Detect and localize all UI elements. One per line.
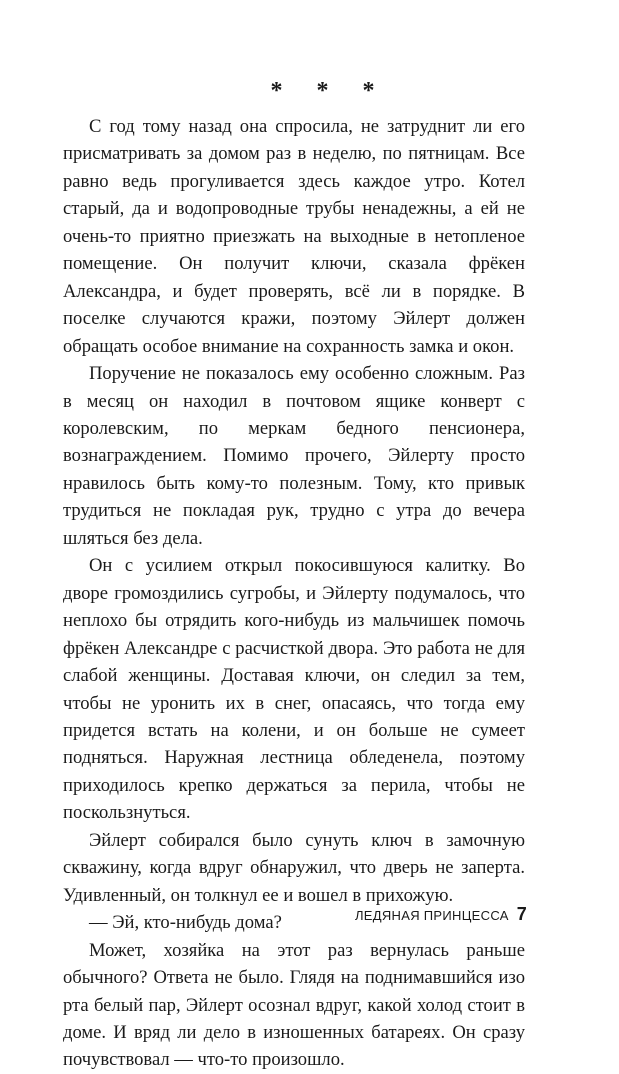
section-break-ornament: * * * xyxy=(270,78,389,104)
paragraph: Эйлерт собирался было сунуть ключ в замочную скважину, когда вдруг обнаружил, что дверь не заперта. Удивленный, он толкнул ее и вошел в прихожую. xyxy=(63,829,525,906)
running-title: ЛЕДЯНАЯ ПРИНЦЕССА xyxy=(354,908,509,923)
paragraph: Поручение не показалось ему особенно сложным. Раз в месяц он находил в почтовом ящике конверт с королевским, по меркам бедного пенсионера, вознаграждением. Помимо прочего, Эйлерту просто нравилось быть кому-то полезным. Тому, кто привык трудиться не покладая рук, трудно с утра до вечера шляться без дела. xyxy=(63,363,525,549)
paragraph: Он с усилием открыл покосившуюся калитку. Во дворе громоздились сугробы, и Эйлерту подумалось, что неплохо бы отрядить кого-нибудь из мальчишек помочь фрёкен Александре с расчисткой двора. Это работа не для слабой женщины. Доставая ключи, он следил за тем, чтобы не уронить их в снег, опасаясь, что тогда ему придется встать на колени, и он больше не сумеет подняться. Наружная лестница обледенела, поэтому приходилось крепко держаться за перила, чтобы не поскользнуться. xyxy=(63,555,525,824)
page-number: 7 xyxy=(516,904,527,924)
body-text xyxy=(63,113,525,1074)
paragraph: С год тому назад она спросила, не затруднит ли его присматривать за домом раз в неделю, по пятницам. Все равно ведь прогуливается здесь каждое утро. Котел старый, да и водопроводные трубы ненадежны, а ей не очень-то приятно приезжать на выходные в нетопленое помещение. Он получит ключи, сказала фрёкен Александра, и будет проверять, всё ли в порядке. В поселке случаются кражи, поэтому Эйлерт должен обращать особое внимание на сохранность замка и окон. xyxy=(63,116,525,357)
dialogue-line: — Эй, кто-нибудь дома? xyxy=(89,912,282,934)
paragraph: Может, хозяйка на этот раз вернулась раньше обычного? Ответа не было. Глядя на поднимавшийся изо рта белый пар, Эйлерт осознал вдруг, какой холод стоит в доме. И вряд ли дело в изношенных батареях. Он сразу почувствовал — что-то произошло. xyxy=(63,939,525,1071)
page-footer xyxy=(355,904,527,925)
